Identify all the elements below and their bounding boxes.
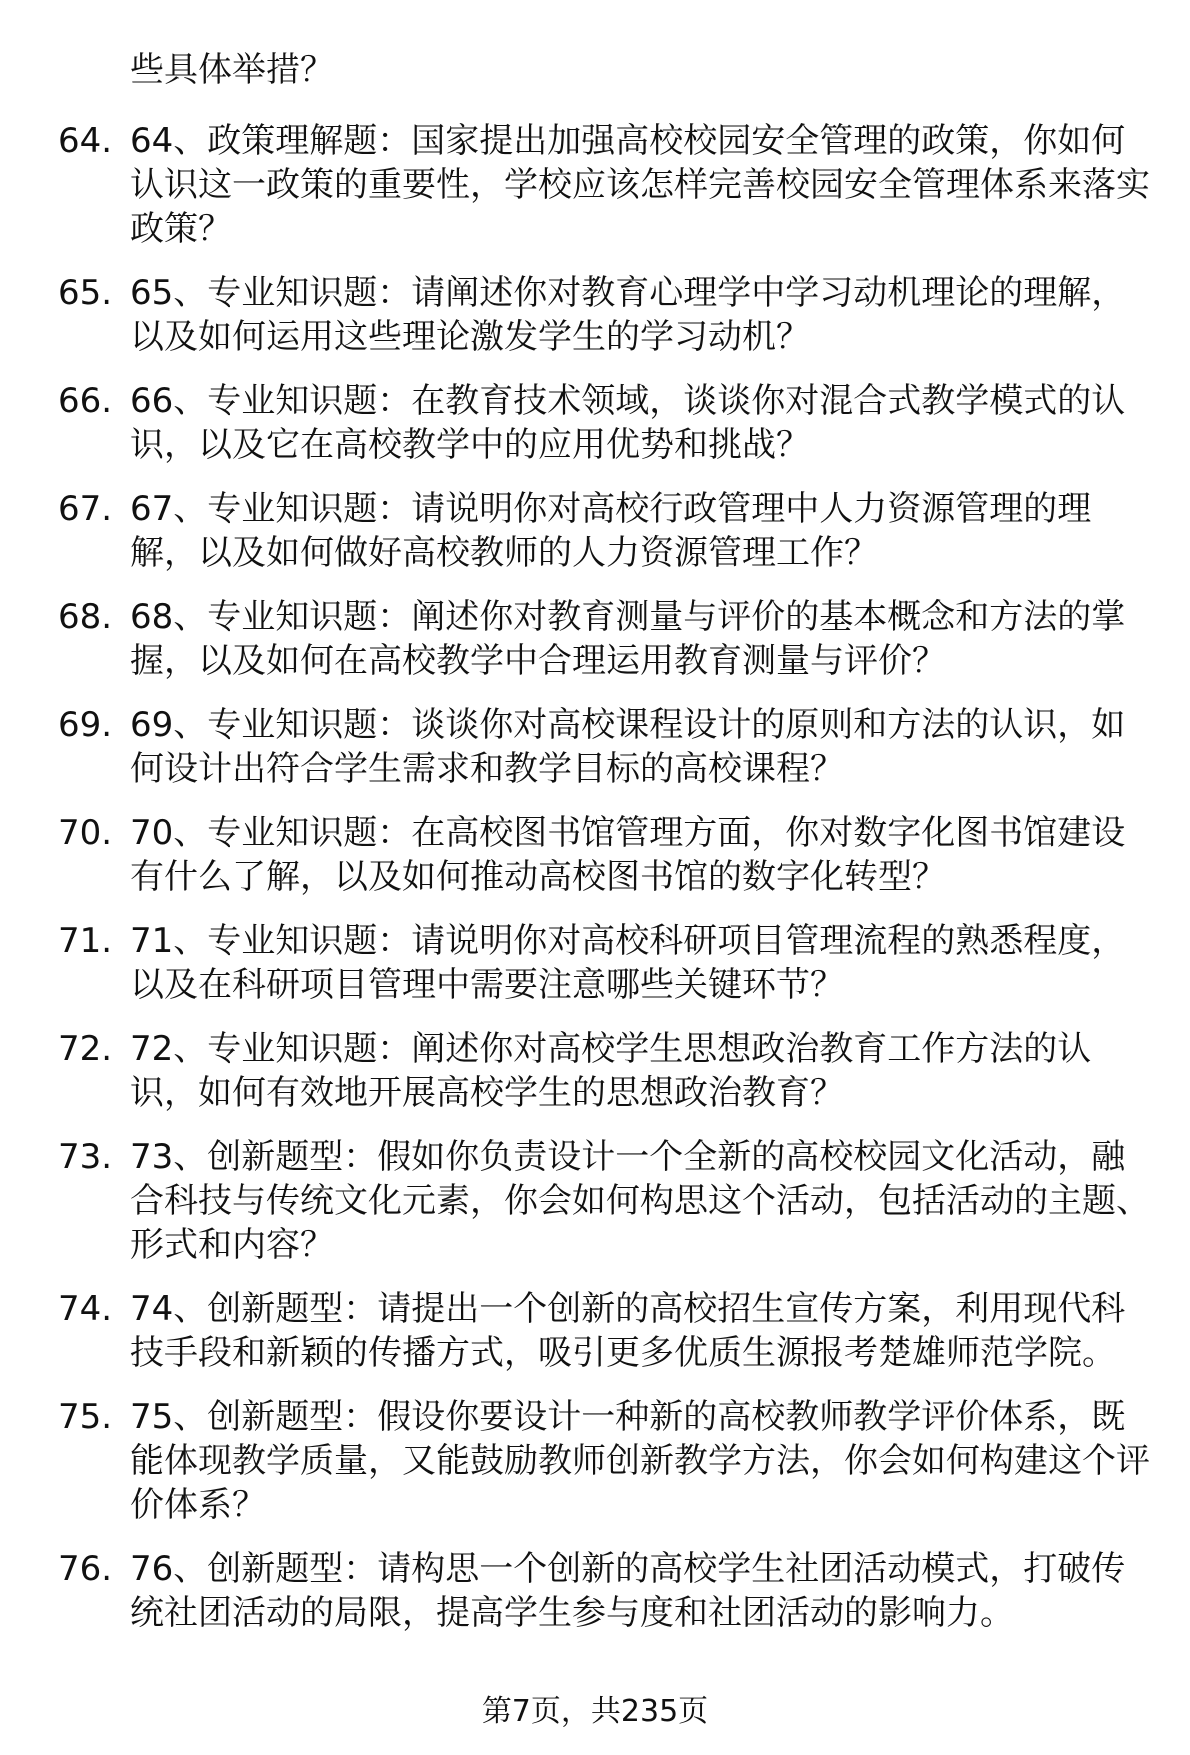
question-item — [0, 119, 1190, 251]
question-number: 64. — [58, 121, 113, 161]
question-text: 73、创新题型：假如你负责设计一个全新的高校校园文化活动，融合科技与传统文化元素，你会如何构思这个活动，包括活动的主题、形式和内容？ — [130, 1137, 1150, 1265]
question-item — [0, 703, 1190, 791]
question-text: 65、专业知识题：请阐述你对教育心理学中学习动机理论的理解，以及如何运用这些理论激发学生的学习动机？ — [130, 273, 1126, 357]
question-number: 69. — [58, 705, 113, 745]
question-text: 75、创新题型：假设你要设计一种新的高校教师教学评价体系，既能体现教学质量，又能鼓励教师创新教学方法，你会如何构建这个评价体系？ — [130, 1397, 1150, 1525]
question-text: 74、创新题型：请提出一个创新的高校招生宣传方案，利用现代科技手段和新颖的传播方式，吸引更多优质生源报考楚雄师范学院。 — [130, 1289, 1126, 1373]
question-number: 67. — [58, 489, 113, 529]
question-item — [0, 271, 1190, 359]
question-item — [0, 1395, 1190, 1527]
question-text: 64、政策理解题：国家提出加强高校校园安全管理的政策，你如何认识这一政策的重要性，学校应该怎样完善校园安全管理体系来落实政策？ — [130, 121, 1150, 249]
question-item — [0, 1547, 1190, 1635]
question-item — [0, 811, 1190, 899]
question-item — [0, 1027, 1190, 1115]
question-number: 65. — [58, 273, 113, 313]
question-number: 75. — [58, 1397, 113, 1437]
question-text: 69、专业知识题：谈谈你对高校课程设计的原则和方法的认识，如何设计出符合学生需求和教学目标的高校课程？ — [130, 705, 1126, 789]
question-text: 76、创新题型：请构思一个创新的高校学生社团活动模式，打破传统社团活动的局限，提高学生参与度和社团活动的影响力。 — [130, 1549, 1126, 1633]
question-item — [0, 595, 1190, 683]
question-number: 70. — [58, 813, 113, 853]
question-item — [0, 379, 1190, 467]
question-item — [0, 1135, 1190, 1267]
question-number: 73. — [58, 1137, 113, 1177]
question-number: 66. — [58, 381, 113, 421]
question-text: 71、专业知识题：请说明你对高校科研项目管理流程的熟悉程度，以及在科研项目管理中需要注意哪些关键环节？ — [130, 921, 1126, 1005]
question-item — [0, 919, 1190, 1007]
question-number: 71. — [58, 921, 113, 961]
continuation-text: 些具体举措？ — [130, 50, 334, 90]
question-text: 68、专业知识题：阐述你对教育测量与评价的基本概念和方法的掌握，以及如何在高校教学中合理运用教育测量与评价？ — [130, 597, 1126, 681]
question-number: 76. — [58, 1549, 113, 1589]
question-item — [0, 1287, 1190, 1375]
question-text: 72、专业知识题：阐述你对高校学生思想政治教育工作方法的认识，如何有效地开展高校学生的思想政治教育？ — [130, 1029, 1092, 1113]
question-number: 68. — [58, 597, 113, 637]
question-text: 66、专业知识题：在教育技术领域，谈谈你对混合式教学模式的认识，以及它在高校教学中的应用优势和挑战？ — [130, 381, 1126, 465]
question-list — [0, 119, 1190, 1655]
question-text: 70、专业知识题：在高校图书馆管理方面，你对数字化图书馆建设有什么了解，以及如何推动高校图书馆的数字化转型？ — [130, 813, 1126, 897]
question-text: 67、专业知识题：请说明你对高校行政管理中人力资源管理的理解，以及如何做好高校教师的人力资源管理工作？ — [130, 489, 1092, 573]
page-footer: 第7页，共235页 — [481, 1694, 709, 1729]
question-number: 74. — [58, 1289, 113, 1329]
question-number: 72. — [58, 1029, 113, 1069]
question-item — [0, 487, 1190, 575]
